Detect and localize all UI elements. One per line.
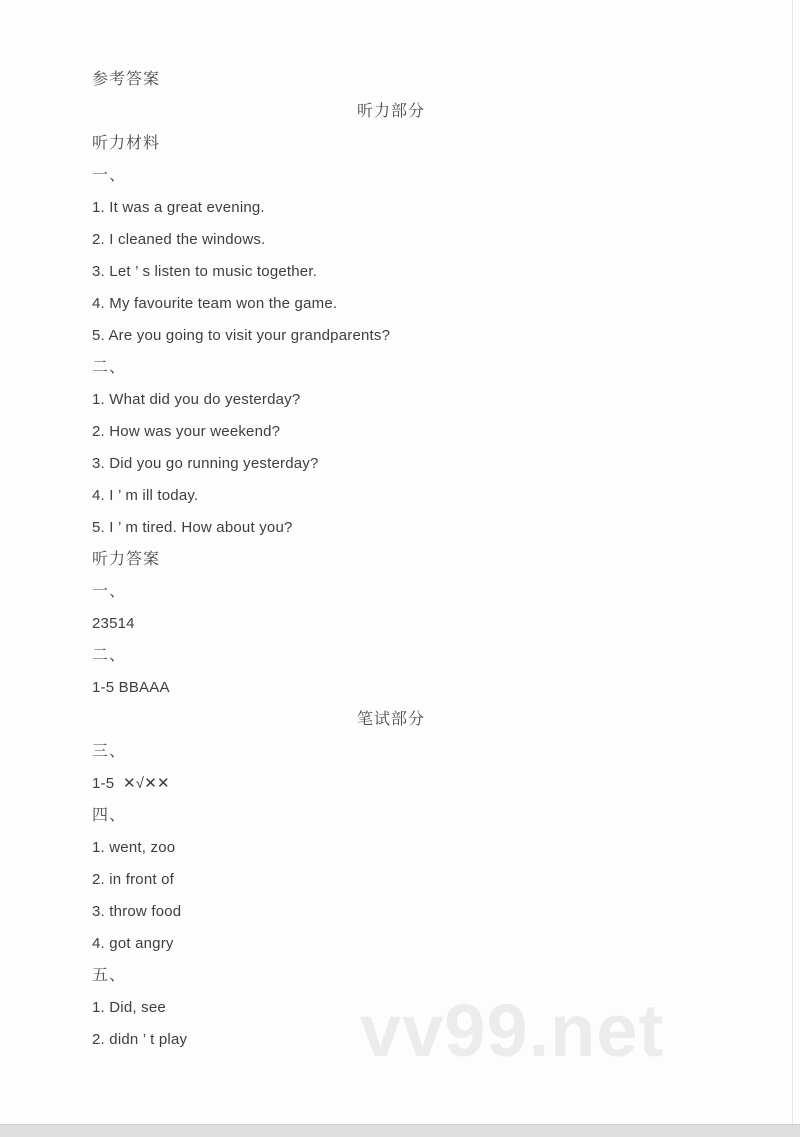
part-heading-written: 笔试部分 — [356, 711, 425, 728]
material-line: 4. I ’ m ill today. — [92, 487, 199, 504]
material-line: 5. I ’ m tired. How about you? — [92, 519, 293, 536]
material-line: 3. Did you go running yesterday? — [92, 455, 319, 472]
page-bottom-background — [0, 1124, 800, 1137]
answer-line: 23514 — [92, 615, 135, 632]
listening-material-label: 听力材料 — [92, 135, 161, 152]
material-line: 4. My favourite team won the game. — [92, 295, 338, 312]
answer-line: 2. in front of — [92, 871, 175, 888]
listening-answers-label: 听力答案 — [92, 551, 161, 568]
section-marker-2: 二、 — [92, 359, 127, 376]
answer-line: 1. went, zoo — [92, 839, 176, 856]
watermark: vv99.net — [360, 989, 665, 1072]
answer-line: 3. throw food — [92, 903, 182, 920]
material-line: 5. Are you going to visit your grandparents? — [92, 327, 391, 344]
section-marker-1: 一、 — [92, 167, 127, 184]
answer-line: 1-5 BBAAA — [92, 679, 170, 696]
section-marker-3: 三、 — [92, 743, 127, 760]
answer-line-marks: 1-5 ✕√✕✕ — [92, 775, 170, 792]
material-line: 3. Let ’ s listen to music together. — [92, 263, 318, 280]
answer-line: 1. Did, see — [92, 999, 166, 1016]
section-marker-1-answers: 一、 — [92, 583, 127, 600]
section-marker-5: 五、 — [92, 967, 127, 984]
section-marker-2-answers: 二、 — [92, 647, 127, 664]
material-line: 1. It was a great evening. — [92, 199, 265, 216]
section-marker-4: 四、 — [92, 807, 127, 824]
material-line: 2. I cleaned the windows. — [92, 231, 266, 248]
answer-line: 4. got angry — [92, 935, 174, 952]
material-line: 2. How was your weekend? — [92, 423, 281, 440]
part-heading-listening: 听力部分 — [356, 103, 425, 120]
material-line: 1. What did you do yesterday? — [92, 391, 301, 408]
doc-title: 参考答案 — [92, 71, 161, 88]
answer-line: 2. didn ’ t play — [92, 1031, 188, 1048]
